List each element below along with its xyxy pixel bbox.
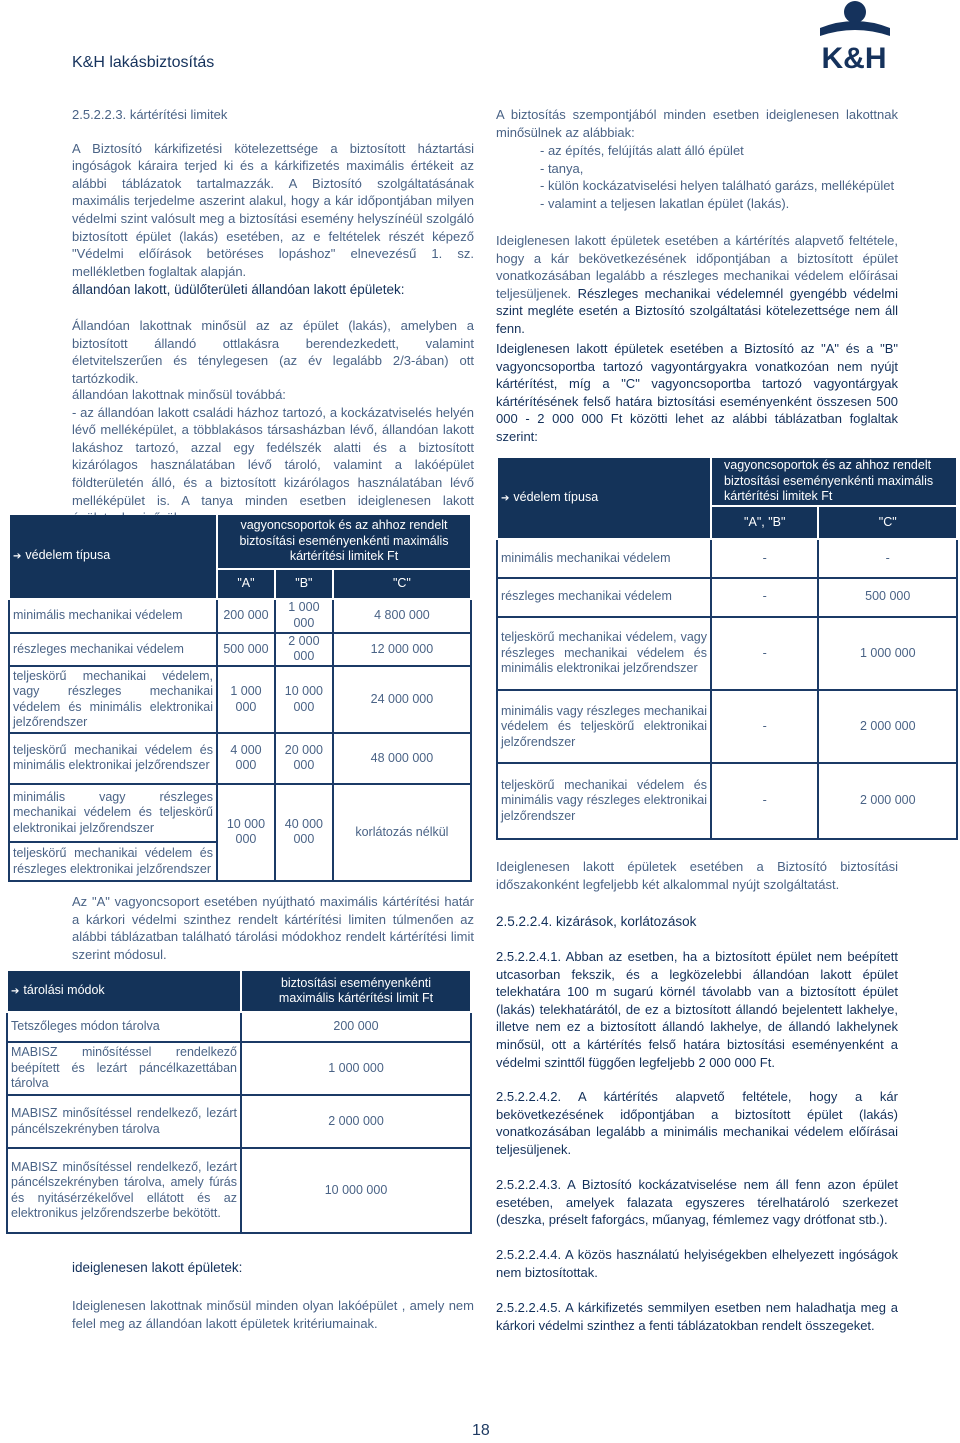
exclusion-3: 2.5.2.2.4.3. A Biztosító kockázatviselése nem áll fenn azon épület esetében, amelyek falazata egyszeres térelhatároló szerkezet (deszka, préselt faforgács, műanyag, fémlemez vagy drótfonat stb.). <box>496 1177 898 1228</box>
temporary-list-intro: A biztosítás szempontjából minden esetben ideiglenesen lakottnak minősülnek az alábbiak: <box>496 107 898 140</box>
section-number: 2.5.2.2.3. kártérítési limitek <box>72 107 228 122</box>
permanent-extension: állandóan lakottnak minősül továbbá: - az állandóan lakott családi házhoz tartozó, a kockázatviselés helyén lévő melléképület, a többlakásos társasházban lévő, állandóan lakott lakáshoz tartozó, azzal egy fedélszék alatti és a biztosított kizárólagos használatában lévő tároló, valamint a lakóépület földterületén álló, és a biztosított kizárólagos használatában lévő melléképület is. A tanya minden esetben ideiglenesen lakott <box>72 387 474 508</box>
exclusion-2: 2.5.2.2.4.2. A kártérítés alapvető feltétele, hogy a kár bekövetkezésének időpontjában a biztosított épület (lakás) vonatkozásában legalább a minimális mechanikai védelem előírásai teljesüljenek. <box>496 1089 898 1157</box>
table-row: MABISZ minősítéssel rendelkező, lezárt páncélszekrényben tárolva 2 000 000 <box>6 1096 472 1149</box>
table-col-c: "C" <box>819 507 958 540</box>
temporary-list <box>496 142 898 212</box>
table-row: teljeskörű mechanikai védelem és részleges elektronikai jelzőrendszer <box>8 843 472 882</box>
svg-text:K&H: K&H <box>821 42 887 72</box>
heading-exclusions: 2.5.2.2.4. kizárások, korlátozások <box>496 914 697 929</box>
table-col-b: "B" <box>276 570 334 600</box>
table-col-header: vagyoncsoportok és az ahhoz rendelt biztosítási eseményenkénti maximális kártérítési limitek Ft <box>218 515 472 570</box>
list-item: - külön kockázatviselési helyen található garázs, melléképület <box>540 178 895 194</box>
table-col-c: "C" <box>334 570 472 600</box>
kh-logo-icon <box>808 0 900 72</box>
table-row: teljeskörű mechanikai védelem, vagy részleges mechanikai védelem és minimális elektronikai jelzőrendszer - 1 000 000 <box>496 618 958 691</box>
exclusion-1: 2.5.2.2.4.1. Abban az esetben, ha a biztosított épület nem beépített utcasorban fekszik, és a legközelebbi állandóan lakott épület telekhatára 100 m sugarú körnél távolabb van a biztosított épület (lakás) telekhatárától, de ez a biztosított állandó bejelentett lakhelye, illetve nem ez a biztosított állandó lakhelye, de állandó lakhelynek minősül, ott a kártérítés felső határa biztosítási eseményenként a védelmi szinttől függően legfeljebb 2 000 000 Ft. <box>496 949 898 1070</box>
temporary-compensation-paragraph: Ideiglenesen lakott épületek esetében a Biztosító az "A" és a "B" vagyoncsoportba tartozó vagyontárgyakra vonatkozóan nem nyújt kártérítést, míg a "C" vagyoncsoportba tartozó vagyontárgyak kártérítésének felső határa biztosítási eseményenként összesen 500 000 - 2 000 000 Ft közötti lehet az alábbi táblázatban foglaltak szerint: <box>496 341 898 444</box>
table-col-a: "A" <box>218 570 276 600</box>
permanent-definition: Állandóan lakottnak minősül az az épület (lakás), amelyben a biztosított állandó ottlakásra berendezkedett, valamint életvitelszerűen és ténylegesen (az év legalább 2/3-ában) ott tartózkodik. <box>72 318 474 386</box>
table-row: részleges mechanikai védelem 500 000 2 000 000 12 000 000 <box>8 634 472 667</box>
table-row-header: ➔ védelem típusa <box>496 458 712 540</box>
table-row: minimális mechanikai védelem - - <box>496 540 958 579</box>
exclusion-5: 2.5.2.2.4.5. A kárkifizetés semmilyen esetben nem haladhatja meg a kárkori védelmi szinthez a fenti táblázatokban rendelt összegeket. <box>496 1300 898 1333</box>
table-row: Tetszőleges módon tárolva 200 000 <box>6 1013 472 1043</box>
table-permanent-limits <box>8 515 472 882</box>
heading-permanent: állandóan lakott, üdülőterületi állandóan lakott épületek: <box>72 282 405 297</box>
table-row: MABISZ minősítéssel rendelkező beépített és lezárt páncélkazettában tárolva 1 000 000 <box>6 1043 472 1096</box>
temporary-definition: Ideiglenesen lakottnak minősül minden olyan lakóépület , amely nem felel meg az állandóan lakott épületek kritériumainak. <box>72 1298 474 1331</box>
table-row: teljeskörű mechanikai védelem és minimális elektronikai jelzőrendszer 4 000 000 20 000 000 48 000 000 <box>8 734 472 785</box>
table-row-header: ➔ védelem típusa <box>8 515 218 600</box>
table-storage-limits <box>6 971 472 1234</box>
list-item: - valamint a teljesen lakatlan épület (lakás). <box>540 195 790 211</box>
limits-paragraph: A Biztosító kárkifizetési kötelezettsége a biztosított háztartási ingóságok káraira terjed ki és a kárkifizetés maximális értékeit az alábbi táblázatok tartalmazzák. A Biztosító szolgáltatásának maximális terjedelme aszerint alakul, hogy a kár időpontjában milyen védelmi szint valósult meg a biztosítási esemény helyszínéül szolgáló biztosított épület (lakás) esetében, az e feltételek részét képező "Védelmi előírások betöréses lopáshoz" elnevezésű 1. sz. mellékletben foglaltak alapján. <box>72 140 474 279</box>
temporary-condition-paragraph: Ideiglenesen lakott épületek esetében a kártérítés alapvető feltétele, hogy a kár bekövetkezésének időpontjában a biztosított épület vonatkozásában legalább a részleges mechanikai védelem előírásai teljesüljenek. Részleges mechanikai védelemnél gyengébb védelmi szint megléte esetén a Biztosító szolgáltatási kötelezettsége nem áll fenn. <box>496 233 898 336</box>
table-row-header: ➔ tárolási módok <box>6 971 242 1013</box>
brand-title: K&H lakásbiztosítás <box>72 54 215 71</box>
table-row: minimális vagy részleges mechanikai védelem és teljeskörű elektronikai jelzőrendszer 10 000 000 40 000 000 korlátozás nélkül <box>8 785 472 844</box>
table-row: teljeskörű mechanikai védelem és minimális vagy részleges elektronikai jelzőrendszer - 2 000 000 <box>496 764 958 840</box>
storage-modifier-paragraph: Az "A" vagyoncsoport esetében nyújtható maximális kártérítési határ a kárkori védelmi szinthez rendelt kártérítési limiten túlmenően az alábbi táblázatban található tárolási módokhoz rendelt kártérítési limit szerint módosul. <box>72 894 474 962</box>
table-col-header: vagyoncsoportok és az ahhoz rendelt biztosítási eseményenkénti maximális kártérítési limitek Ft <box>712 458 958 507</box>
service-frequency-paragraph: Ideiglenesen lakott épületek esetében a Biztosító biztosítási időszakonként legfeljebb két alkalommal nyújt szolgáltatást. <box>496 859 898 892</box>
list-item: - tanya, <box>540 160 584 176</box>
table-col-ab: "A", "B" <box>712 507 819 540</box>
list-item: - az építés, felújítás alatt álló épület <box>540 143 744 158</box>
table-row: minimális mechanikai védelem 200 000 1 000 000 4 800 000 <box>8 600 472 633</box>
page-number: 18 <box>472 1422 490 1439</box>
table-col-header: biztosítási eseményenkénti maximális kártérítési limit Ft <box>242 971 472 1013</box>
heading-temporary: ideiglenesen lakott épületek: <box>72 1260 243 1275</box>
table-row: MABISZ minősítéssel rendelkező, lezárt páncélszekrényben tárolva, amely fúrás és nyitásérzékelővel ellátott és az elektronikus jelzőrendszerbe bekötött. 10 000 000 <box>6 1149 472 1234</box>
exclusion-4: 2.5.2.2.4.4. A közös használatú helyiségekben elhelyezett ingóságok nem biztosítottak. <box>496 1247 898 1280</box>
table-row: teljeskörű mechanikai védelem, vagy részleges mechanikai védelem és minimális elektronikai jelzőrendszer 1 000 000 10 000 000 24 000 000 <box>8 667 472 734</box>
table-row: részleges mechanikai védelem - 500 000 <box>496 579 958 618</box>
table-row: minimális vagy részleges mechanikai védelem és teljeskörű elektronikai jelzőrendszer - 2 000 000 <box>496 691 958 764</box>
table-temporary-limits <box>496 458 958 840</box>
